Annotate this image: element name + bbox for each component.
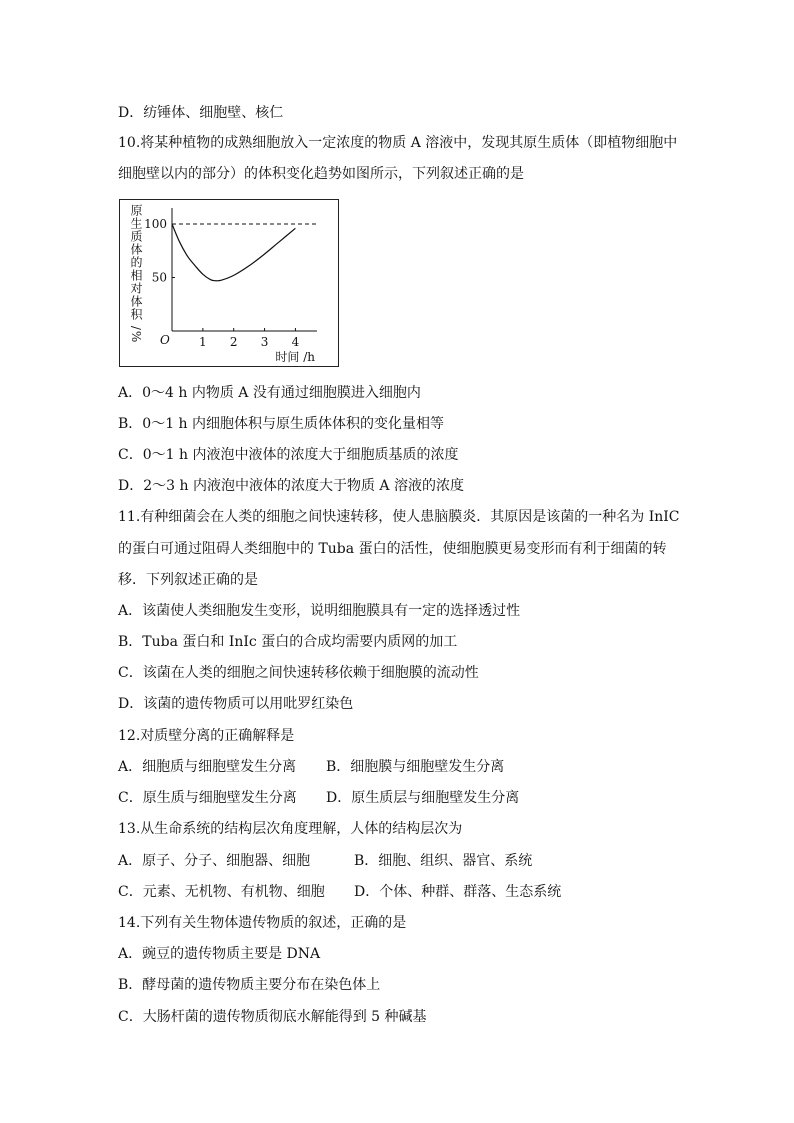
q14-option-b: B．酵母菌的遗传物质主要分布在染色体上 bbox=[118, 977, 381, 993]
x-tick-label: 2 bbox=[229, 335, 238, 349]
q13-option-b: B．细胞、组织、器官、系统 bbox=[354, 853, 533, 869]
q14-stem: 14.下列有关生物体遗传物质的叙述，正确的是 bbox=[118, 915, 407, 931]
x-tick-label: 4 bbox=[291, 335, 300, 349]
q13-stem: 13.从生命系统的结构层次角度理解，人体的结构层次为 bbox=[118, 821, 463, 837]
x-tick-label: 3 bbox=[260, 335, 269, 349]
q10-option-b: B．0～1 h 内细胞体积与原生质体体积的变化量相等 bbox=[118, 416, 445, 432]
y-tick-label: 50 bbox=[151, 270, 167, 285]
y-axis-label: 原生质体的相对体积 /% bbox=[129, 204, 143, 344]
q11-option-c: C．该菌在人类的细胞之间快速转移依赖于细胞膜的流动性 bbox=[118, 665, 479, 681]
y-tick-label: 100 bbox=[144, 217, 167, 232]
q11-stem-line2: 的蛋白可通过阻碍人类细胞中的 Tuba 蛋白的活性，使细胞膜更易变形而有利于细菌的转 bbox=[118, 541, 667, 557]
q11-stem-line3: 移．下列叙述正确的是 bbox=[118, 572, 258, 588]
q13-option-a: A．原子、分子、细胞器、细胞 bbox=[118, 853, 311, 869]
q10-stem-line2: 细胞壁以内的部分）的体积变化趋势如图所示，下列叙述正确的是 bbox=[118, 166, 524, 182]
q12-option-d: D．原生质层与细胞壁发生分离 bbox=[326, 790, 520, 806]
q11-option-d: D．该菌的遗传物质可以用吡罗红染色 bbox=[118, 696, 354, 712]
q14-option-a: A．豌豆的遗传物质主要是 DNA bbox=[118, 946, 321, 962]
q11-stem-line1: 11.有种细菌会在人类的细胞之间快速转移，使人患脑膜炎．其原因是该菌的一种名为 InIC bbox=[118, 509, 680, 525]
q12-stem: 12.对质壁分离的正确解释是 bbox=[118, 728, 295, 744]
q13-option-c: C．元素、无机物、有机物、细胞 bbox=[118, 884, 325, 900]
q13-option-d: D．个体、种群、群落、生态系统 bbox=[354, 884, 562, 900]
x-tick-label: 1 bbox=[199, 335, 207, 349]
q10-figure bbox=[119, 199, 339, 367]
q10-option-d: D．2～3 h 内液泡中液体的浓度大于物质 A 溶液的浓度 bbox=[118, 478, 464, 494]
q9-option-d: D．纺锤体、细胞壁、核仁 bbox=[118, 105, 284, 121]
q11-option-a: A．该菌使人类细胞发生变形，说明细胞膜具有一定的选择透过性 bbox=[118, 603, 521, 619]
q12-option-c: C．原生质与细胞壁发生分离 bbox=[118, 790, 297, 806]
q14-option-c: C．大肠杆菌的遗传物质彻底水解能得到 5 种碱基 bbox=[118, 1009, 427, 1025]
q12-option-b: B．细胞膜与细胞壁发生分离 bbox=[326, 759, 505, 775]
q12-option-a: A．细胞质与细胞壁发生分离 bbox=[118, 759, 297, 775]
x-axis-label: 时间 /h bbox=[275, 350, 315, 364]
q11-option-b: B．Tuba 蛋白和 InIc 蛋白的合成均需要内质网的加工 bbox=[118, 634, 458, 650]
q10-stem-line1: 10.将某种植物的成熟细胞放入一定浓度的物质 A 溶液中，发现其原生质体（即植物细胞中 bbox=[118, 135, 678, 151]
volume-chart bbox=[120, 200, 338, 366]
q10-option-c: C．0～1 h 内液泡中液体的浓度大于细胞质基质的浓度 bbox=[118, 447, 459, 463]
q10-option-a: A．0～4 h 内物质 A 没有通过细胞膜进入细胞内 bbox=[118, 385, 421, 401]
series-curve bbox=[172, 224, 295, 281]
origin-label: O bbox=[160, 333, 170, 347]
